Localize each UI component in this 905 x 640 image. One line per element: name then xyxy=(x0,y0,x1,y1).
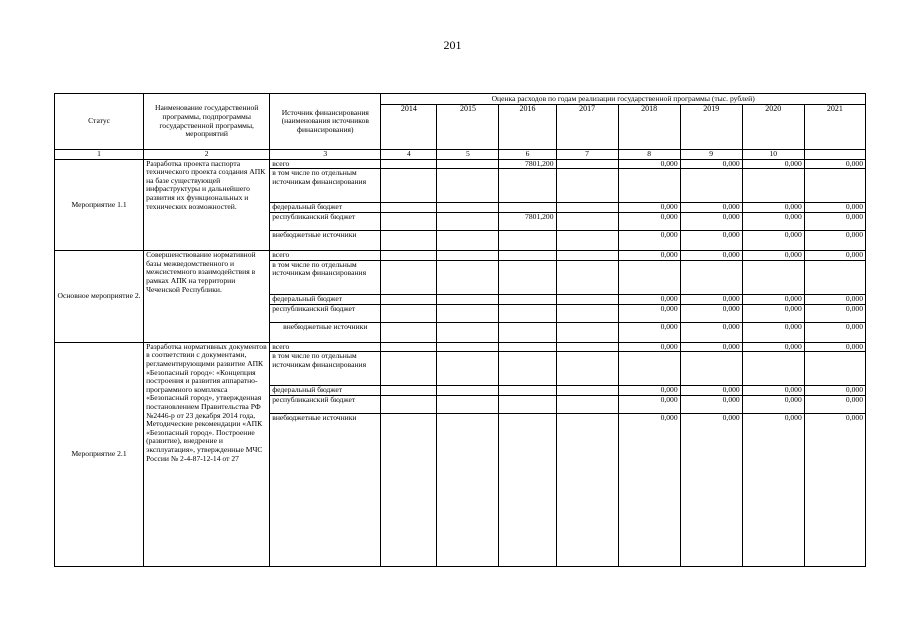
row-source: в том числе по отдельным источникам финансирования xyxy=(270,352,381,386)
row-value xyxy=(556,159,618,169)
row-value: 0,000 xyxy=(742,294,804,304)
row-value xyxy=(381,231,437,251)
row-value: 0,000 xyxy=(804,396,865,414)
row-value xyxy=(556,322,618,342)
row-value: 0,000 xyxy=(742,322,804,342)
column-number: 5 xyxy=(437,150,499,160)
row-value: 7801,200 xyxy=(499,159,556,169)
row-value xyxy=(499,203,556,213)
row-value: 0,000 xyxy=(680,396,742,414)
row-value xyxy=(381,322,437,342)
row-source: в том числе по отдельным источникам финансирования xyxy=(270,169,381,203)
row-value xyxy=(556,386,618,396)
row-value: 0,000 xyxy=(618,304,680,322)
row-value: 0,000 xyxy=(742,386,804,396)
row-value xyxy=(437,352,499,386)
row-value: 0,000 xyxy=(742,304,804,322)
row-source: федеральный бюджет xyxy=(270,386,381,396)
row-source: федеральный бюджет xyxy=(270,294,381,304)
row-value xyxy=(742,169,804,203)
row-value: 0,000 xyxy=(804,231,865,251)
row-value: 0,000 xyxy=(804,414,865,567)
row-value: 0,000 xyxy=(680,386,742,396)
header-year: 2016 xyxy=(499,105,556,150)
row-value: 0,000 xyxy=(680,159,742,169)
row-value xyxy=(556,169,618,203)
row-value: 0,000 xyxy=(804,294,865,304)
row-source: республиканский бюджет xyxy=(270,304,381,322)
header-year: 2014 xyxy=(381,105,437,150)
row-value: 0,000 xyxy=(680,304,742,322)
row-value xyxy=(556,251,618,261)
row-status: Основное мероприятие 2. xyxy=(55,251,144,343)
row-name: Разработка проекта паспорта технического проекта создания АПК на базе существующей инфраструктуры и дальнейшего развития их функциональных и технических возможностей. xyxy=(144,159,270,251)
row-value xyxy=(499,322,556,342)
row-value: 0,000 xyxy=(680,322,742,342)
row-value xyxy=(499,260,556,294)
row-value: 0,000 xyxy=(680,213,742,231)
row-value xyxy=(618,352,680,386)
row-value xyxy=(556,213,618,231)
row-value xyxy=(437,251,499,261)
row-value xyxy=(437,396,499,414)
row-value xyxy=(556,396,618,414)
row-value xyxy=(381,294,437,304)
row-value xyxy=(437,260,499,294)
row-value: 0,000 xyxy=(618,342,680,352)
row-value xyxy=(437,203,499,213)
row-value: 0,000 xyxy=(742,203,804,213)
header-status: Статус xyxy=(55,94,144,150)
row-source: внебюджетные источники xyxy=(270,322,381,342)
row-value: 0,000 xyxy=(742,396,804,414)
row-value: 0,000 xyxy=(742,414,804,567)
row-value xyxy=(381,396,437,414)
budget-table xyxy=(54,93,866,567)
row-value xyxy=(556,414,618,567)
row-value xyxy=(381,386,437,396)
row-value xyxy=(556,342,618,352)
row-value xyxy=(556,203,618,213)
row-value: 0,000 xyxy=(680,294,742,304)
row-value xyxy=(437,386,499,396)
row-value xyxy=(680,260,742,294)
row-value: 0,000 xyxy=(680,342,742,352)
row-value xyxy=(556,294,618,304)
row-value: 7801,200 xyxy=(499,213,556,231)
column-number: 4 xyxy=(381,150,437,160)
row-value xyxy=(499,294,556,304)
row-value xyxy=(499,386,556,396)
header-year: 2021 xyxy=(804,105,865,150)
row-value: 0,000 xyxy=(618,396,680,414)
header-year: 2019 xyxy=(680,105,742,150)
row-status: Мероприятие 2.1 xyxy=(55,342,144,567)
row-value xyxy=(618,169,680,203)
row-value: 0,000 xyxy=(680,251,742,261)
row-value: 0,000 xyxy=(680,203,742,213)
page-number: 201 xyxy=(443,38,462,52)
row-source: в том числе по отдельным источникам финансирования xyxy=(270,260,381,294)
column-number: 9 xyxy=(680,150,742,160)
row-value xyxy=(499,251,556,261)
table-row xyxy=(55,251,866,261)
row-value xyxy=(437,414,499,567)
row-value xyxy=(618,260,680,294)
row-source: республиканский бюджет xyxy=(270,396,381,414)
header-year: 2018 xyxy=(618,105,680,150)
row-value xyxy=(499,169,556,203)
row-source: всего xyxy=(270,251,381,261)
row-value xyxy=(437,213,499,231)
row-value: 0,000 xyxy=(742,231,804,251)
row-value: 0,000 xyxy=(804,304,865,322)
row-value xyxy=(804,169,865,203)
column-number: 6 xyxy=(499,150,556,160)
row-value: 0,000 xyxy=(618,231,680,251)
row-value xyxy=(437,159,499,169)
row-value xyxy=(556,260,618,294)
row-value xyxy=(556,304,618,322)
row-name: Разработка нормативных документов в соответствии с документами, регламентирующими развитие АПК «Безопасный город»: «Концепция построения и развития аппаратно-программного комплекса «Безопасный город», утвержденная постановлением Правительства РФ №2446-р от 23 декабря 2014 года, Методические рекомендации «АПК «Безопасный город». Построение (развитие), внедрение и эксплуатация», утвержденные МЧС России № 2-4-87-12-14 от 27 xyxy=(144,342,270,567)
row-value: 0,000 xyxy=(618,322,680,342)
row-value: 0,000 xyxy=(618,159,680,169)
row-value: 0,000 xyxy=(804,322,865,342)
row-value xyxy=(742,260,804,294)
row-value xyxy=(680,169,742,203)
column-number: 8 xyxy=(618,150,680,160)
row-value: 0,000 xyxy=(804,251,865,261)
row-value xyxy=(437,342,499,352)
row-value xyxy=(499,231,556,251)
column-number xyxy=(804,150,865,160)
column-number: 7 xyxy=(556,150,618,160)
row-value xyxy=(437,322,499,342)
row-value xyxy=(381,203,437,213)
row-value: 0,000 xyxy=(680,414,742,567)
row-value xyxy=(381,251,437,261)
column-number: 2 xyxy=(144,150,270,160)
column-number: 3 xyxy=(270,150,381,160)
row-value xyxy=(381,260,437,294)
row-value: 0,000 xyxy=(680,231,742,251)
row-value xyxy=(742,352,804,386)
row-value: 0,000 xyxy=(742,159,804,169)
row-value: 0,000 xyxy=(804,213,865,231)
column-number: 10 xyxy=(742,150,804,160)
row-value xyxy=(499,414,556,567)
row-value: 0,000 xyxy=(618,294,680,304)
row-source: всего xyxy=(270,159,381,169)
row-value xyxy=(499,304,556,322)
row-value: 0,000 xyxy=(804,203,865,213)
row-value xyxy=(381,169,437,203)
row-value: 0,000 xyxy=(804,342,865,352)
row-value xyxy=(437,169,499,203)
row-value: 0,000 xyxy=(618,251,680,261)
row-source: всего xyxy=(270,342,381,352)
row-value xyxy=(680,352,742,386)
row-source: внебюджетные источники xyxy=(270,414,381,567)
table-row xyxy=(55,342,866,352)
row-name: Совершенствование нормативной базы межведомственного и межсистемного взаимодействия в рамках АПК на территории Чеченской Республики. xyxy=(144,251,270,343)
column-number: 1 xyxy=(55,150,144,160)
row-value xyxy=(804,260,865,294)
row-value xyxy=(804,352,865,386)
header-name: Наименование государственной программы, подпрограммы государственной программы, мероприятий xyxy=(144,94,270,150)
row-value xyxy=(556,352,618,386)
row-value: 0,000 xyxy=(618,203,680,213)
row-value: 0,000 xyxy=(804,159,865,169)
row-value xyxy=(381,342,437,352)
row-status: Мероприятие 1.1 xyxy=(55,159,144,251)
header-source: Источник финансирования (наименования источников финансирования) xyxy=(270,94,381,150)
header-estimate: Оценка расходов по годам реализации государственной программы (тыс. рублей) xyxy=(381,94,866,105)
row-source: республиканский бюджет xyxy=(270,213,381,231)
row-value xyxy=(437,304,499,322)
row-value: 0,000 xyxy=(742,342,804,352)
header-year: 2020 xyxy=(742,105,804,150)
row-source: федеральный бюджет xyxy=(270,203,381,213)
header-year: 2017 xyxy=(556,105,618,150)
row-value xyxy=(381,213,437,231)
row-value xyxy=(381,304,437,322)
header-year: 2015 xyxy=(437,105,499,150)
row-value: 0,000 xyxy=(618,386,680,396)
row-value xyxy=(437,231,499,251)
row-value: 0,000 xyxy=(742,213,804,231)
row-value xyxy=(499,352,556,386)
row-value xyxy=(437,294,499,304)
table-row xyxy=(55,159,866,169)
row-value xyxy=(381,159,437,169)
row-source: внебюджетные источники xyxy=(270,231,381,251)
row-value: 0,000 xyxy=(742,251,804,261)
row-value: 0,000 xyxy=(804,386,865,396)
row-value: 0,000 xyxy=(618,414,680,567)
row-value xyxy=(381,352,437,386)
row-value xyxy=(381,414,437,567)
row-value xyxy=(499,396,556,414)
row-value: 0,000 xyxy=(618,213,680,231)
row-value xyxy=(556,231,618,251)
row-value xyxy=(499,342,556,352)
